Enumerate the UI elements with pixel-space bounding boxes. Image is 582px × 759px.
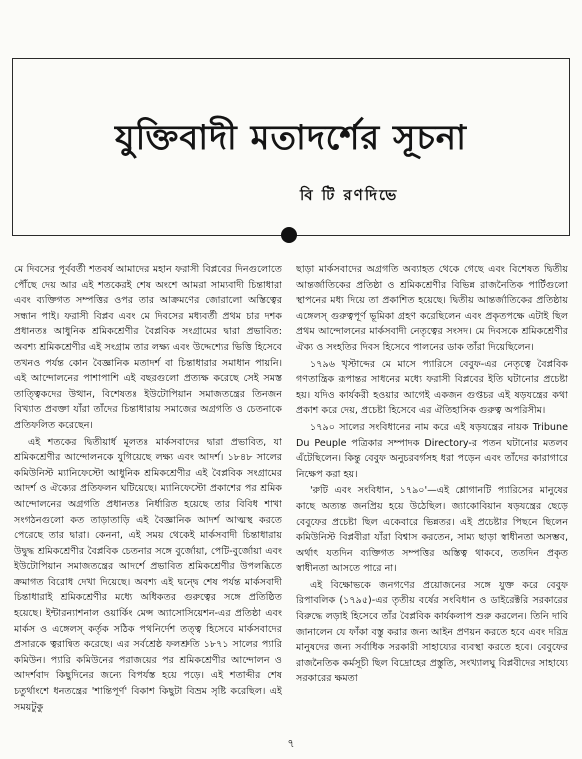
paragraph: ১৭৯০ সালের সংবিধানের নাম করে এই ষড়যন্ত্রের নায়ক Tribune Du Peuple পত্রিকার সম্পাদক Directory-র পতন ঘটানোর মতলব এঁটেছিলেন। কিন্তু বেবুফ অনুচরবর্গসহ ধরা পড়েন এবং তাঁদের কারাগারে নিক্ষেপ করা হয়। (296, 421, 568, 480)
paragraph: 'রুটি এবং সংবিধান, ১৭৯০'—এই শ্লোগানটি প্যারিসের মানুষের কাছে অত্যন্ত জনপ্রিয় হয়ে উঠেছিল। জ্যাকোবিয়ান ষড়যন্ত্রের ছেড়ে বেবুফের প্রচেষ্টা ছিল একেবারে ভিন্নতর। এই প্রচেষ্টার পিছনে ছিলেন কমিউনিস্ট বিপ্লবীরা যাঁরা বিশ্বাস করতেন, সাম্য ছাড়া স্বাধীনতা অসম্ভব, অর্থাৎ যতদিন ব্যক্তিগত সম্পত্তির অস্তিত্ব থাকবে, ততদিন প্রকৃত স্বাধীনতা আসতে পারে না। (296, 485, 568, 575)
left-column (14, 262, 282, 730)
bullet-ornament-icon (281, 227, 297, 243)
paragraph: মে দিবসের পূর্ববর্তী শতবর্ষ আমাদের মহান ফরাসী বিপ্লবের দিনগুলোতে পৌঁছে দেয় আর এই শতকেরই শেষ অংশে আমরা সাম্যবাদী চিন্তাধারা এবং ব্যক্তিগত সম্পত্তির ওপর তার আক্রমণের জোরালো অস্তিত্বের সন্ধান পাই। ফরাসী বিপ্লব এবং মে দিবসের মধ্যবর্তী প্রথম চার দশক প্রধানতঃ আধুনিক শ্রমিকশ্রেণীর বৈপ্লবিক সংগ্রামের দ্বারা প্রভাবিত: অবশ্য শ্রমিকশ্রেণীর এই সংগ্রাম তার লক্ষ্য এবং উদ্দেশ্যের ভিত্তি হিসেবে তখনও পর্যন্ত কোন বৈজ্ঞানিক মতাদর্শ বা চিন্তাধারার সমাধান পায়নি। এই আন্দোলনের পাশাপাশি এই বছরগুলো প্রত্যক্ষ করেছে সেই সমস্ত তাত্ত্বিকদের উত্থান, বিশেষতঃ ইউটোপিয়ান সমাজতন্ত্রের তিনজন বিখ্যাত প্রবক্তা যাঁরা তাঁদের চিন্তাধারায় সমাজের অগ্রগতি ও চেতনাকে প্রতিফলিত করেছেন। (14, 264, 282, 431)
article-author: বি টি রণদিভে (300, 186, 399, 204)
paragraph: এই শতকের দ্বিতীয়ার্ধ মূলতঃ মার্কসবাদের দ্বারা প্রভাবিত, যা শ্রমিকশ্রেণীর আন্দোলনকে যুগিয়েছে লক্ষ্য এবং আদর্শ। ১৮৪৮ সালের কমিউনিস্ট ম্যানিফেস্টো আধুনিক শ্রমিকশ্রেণীর এই বৈপ্লবিক সংগ্রামের আদর্শ ও ঐক্যের প্রতিফলন ঘটিয়েছে। ম্যানিফেস্টো প্রকাশের পর শ্রমিক আন্দোলনের অগ্রগতি প্রধানতঃ নির্ধারিত হয়েছে তার বিবিধ শাখা সংগঠনগুলো কত তাড়াতাড়ি এই বৈজ্ঞানিক আদর্শ আত্মস্থ করতে পেরেছে তার দ্বারা। কেননা, এই সময় থেকেই মার্কসবাদী চিন্তাধারায় উদ্বুদ্ধ শ্রমিকশ্রেণীর বৈপ্লবিক চেতনার সঙ্গে বুর্জোয়া, পেটি-বুর্জোয়া এবং ইউটোপিয়ান সমাজতন্ত্রের আদর্শে প্রভাবিত শ্রমিকশ্রেণীর উপলব্ধিতে ক্রমাগত বিরোধ দেখা দিয়েছে। অবশ্য এই দ্বন্দ্বে শেষ পর্যন্ত মার্কসবাদী চিন্তাধারাই শ্রমিকশ্রেণীর মধ্যে অধিকতর গুরুত্বের সঙ্গে প্রতিষ্ঠিত হয়েছে। ইন্টারন্যাশনাল ওয়ার্কিং মেন্স অ্যাসোসিয়েশন-এর প্রতিষ্ঠা এবং মার্কস ও এঙ্গেলস্ কর্তৃক সঠিক পথনির্দেশ তত্ত্ব হিসেবে মার্কসবাদের প্রসারকে ত্বরান্বিত করেছে। এর সর্বশ্রেষ্ঠ ফলশ্রুতি ১৮৭১ সালের প্যারি কমিউন। প্যারি কমিউনের পরাজয়ের পর শ্রমিকশ্রেণীর আন্দোলন ও আদর্শবাদ কিছুদিনের জন্যে বিপর্যস্ত হয়ে পড়ে। এই শতাব্দীর শেষ চতুর্থাংশে ধনতন্ত্রের 'শান্তিপূর্ণ' বিকাশ কিছুটা বিভ্রম সৃষ্টি করেছিল। এই সময়টুকু (14, 436, 282, 713)
right-column (296, 262, 568, 730)
paragraph: ১৭৯৬ খৃস্টাব্দের মে মাসে প্যারিসে বেবুফ-এর নেতৃত্বে বৈপ্লবিক গণতান্ত্রিক রূপান্তর সাধনের মধ্যে ফরাসী বিপ্লবের ইতি ঘটানোর প্রচেষ্টা হয়। যদিও কার্যকরী হওয়ার আগেই একজন গুপ্তচর এই ষড়যন্ত্রের কথা প্রকাশ করে দেয়, প্রচেষ্টা হিসেবে এর ঐতিহাসিক গুরুত্ব অপরিসীম। (296, 358, 568, 417)
page-number: ৭ (287, 737, 295, 750)
paragraph: এই বিক্ষোভকে জনগণের প্রয়োজনের সঙ্গে যুক্ত করে বেবুফ রিপাবলিক (১৭৯৫)-এর তৃতীয় বর্ষের সংবিধান ও ডাইরেক্টরি সরকারের বিরুদ্ধে লড়াই হিসেবে তাঁর বৈপ্লবিক কার্যকলাপ শুরু করলেন। তিনি দাবি জানালেন যে ফাঁকা বস্তু করার জন্য আইন প্রণয়ন করতে হবে এবং দরিদ্র মানুষদের জন্য সর্বাধিক সরকারী সাহায্যের ব্যবস্থা করতে হবে। বেবুফের রাজনৈতিক কর্মসূচী ছিল বিদ্রোহের প্রস্তুতি, সংখ্যালঘু বিপ্লবীদের সাহায্যে সরকারের ক্ষমতা (296, 579, 568, 685)
paragraph: ছাড়া মার্কসবাদের অগ্রগতি অব্যাহত থেকে গেছে এবং বিশেষত দ্বিতীয় আন্তর্জাতিকের প্রতিষ্ঠা ও শ্রমিকশ্রেণীর বিভিন্ন রাজনৈতিক পার্টিগুলো স্থাপনের মধ্য দিয়ে তা প্রকাশিত হয়েছে। দ্বিতীয় আন্তর্জাতিকের প্রতিষ্ঠায় এঙ্গেলস্ গুরুত্বপূর্ণ ভূমিকা গ্রহণ করেছিলেন এবং প্রকৃতপক্ষে এটাই ছিল প্রথম আন্দোলনের মার্কসবাদী নেতৃত্বের সংসদ। মে দিবসকে শ্রমিকশ্রেণীর ঐক্য ও সংহতির দিবস হিসেবে পালনের ডাক তাঁরা দিয়েছিলেন। (296, 264, 568, 353)
article-title: যুক্তিবাদী মতাদর্শের সূচনা (115, 118, 467, 158)
